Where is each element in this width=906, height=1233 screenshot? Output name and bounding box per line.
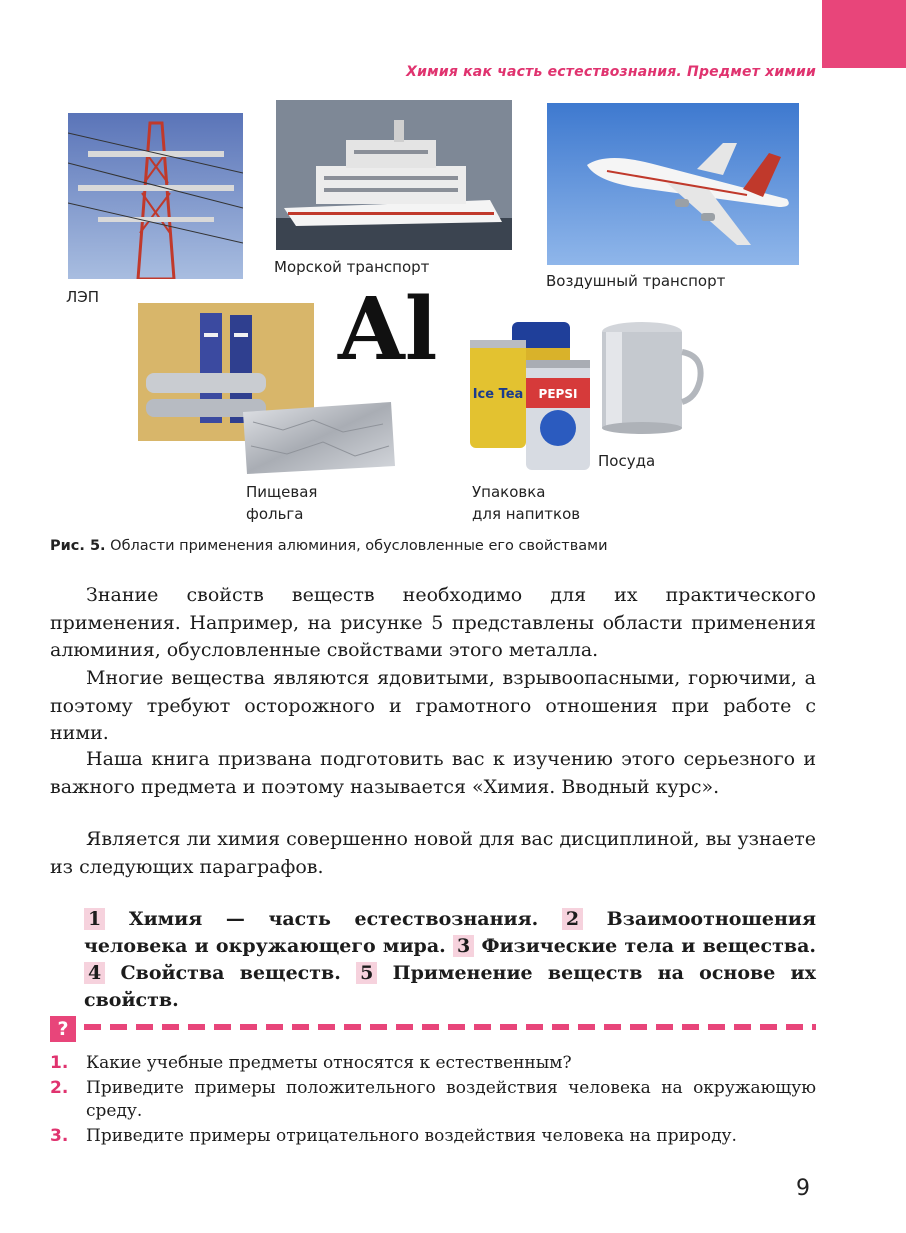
questions-list <box>50 1052 816 1150</box>
aluminium-symbol: Al <box>338 279 438 380</box>
caption-airplane: Воздушный транспорт <box>546 272 726 290</box>
topic-number: 2 <box>562 908 583 930</box>
topic-title: Свойства веществ. <box>120 962 341 984</box>
paragraph-4: Является ли химия совершенно новой для вас дисциплиной, вы узнаете из следующих параграфов. <box>50 828 816 878</box>
foil-sheet-photo <box>243 402 395 474</box>
paragraph-3: Наша книга призвана подготовить вас к изучению этого серьезного и важного предмета и поэтому называется «Химия. Вводный курс». <box>50 748 816 798</box>
caption-foil-line1: Пищевая <box>246 483 318 501</box>
figure-caption-text: Области применения алюминия, обусловленные его свойствами <box>110 538 608 554</box>
caption-ship: Морской транспорт <box>274 258 430 276</box>
paragraph-1: Знание свойств веществ необходимо для их практического применения. Например, на рисунке 5 представлены области применения алюминия, обусловленные свойствами этого металла. <box>50 584 816 661</box>
caption-foil-line2: фольга <box>246 505 304 523</box>
caption-power-line: ЛЭП <box>66 288 100 306</box>
question-number: 3. <box>50 1126 69 1146</box>
dashed-divider <box>84 1024 816 1030</box>
power-line-photo <box>68 113 243 279</box>
topic-title: Применение веществ на основе их свойств. <box>84 962 816 1011</box>
topic-number: 3 <box>453 935 474 957</box>
question-text: Приведите примеры положительного воздействия человека на окружающую среду. <box>86 1078 816 1121</box>
question-text: Какие учебные предметы относятся к естественным? <box>86 1053 572 1073</box>
topic-title: Химия — часть естествознания. <box>128 908 539 930</box>
question-number: 2. <box>50 1078 69 1098</box>
question-icon: ? <box>50 1016 76 1042</box>
question-item <box>50 1077 816 1123</box>
cookware-photo <box>596 318 706 436</box>
can-label-ice-tea: Ice Tea <box>472 387 524 402</box>
topic-title: Физические тела и вещества. <box>481 935 816 957</box>
cans-photo <box>468 318 596 472</box>
figure-caption <box>50 538 608 554</box>
airplane-photo <box>547 103 799 265</box>
page-number: 9 <box>796 1176 810 1201</box>
caption-cans-line1: Упаковка <box>472 483 546 501</box>
figure-caption-label: Рис. 5. <box>50 538 106 554</box>
caption-cookware: Посуда <box>598 452 656 470</box>
running-title: Химия как часть естествознания. Предмет химии <box>406 64 816 80</box>
chapter-tab <box>822 0 906 68</box>
topic-number: 4 <box>84 962 105 984</box>
topic-number: 5 <box>356 962 377 984</box>
caption-cans-line2: для напитков <box>472 505 581 523</box>
topic-title: Взаимоотношения человека и окружающего мира. <box>84 908 816 957</box>
can-label-pepsi: PEPSI <box>538 387 578 401</box>
question-text: Приведите примеры отрицательного воздействия человека на природу. <box>86 1126 737 1146</box>
question-item <box>50 1052 816 1075</box>
topic-number: 1 <box>84 908 105 930</box>
question-item <box>50 1125 816 1148</box>
paragraph-2: Многие вещества являются ядовитыми, взрывоопасными, горючими, а поэтому требуют осторожного и грамотного отношения при работе с ними. <box>50 667 816 744</box>
ship-photo <box>276 100 512 250</box>
topics-list <box>84 906 816 1014</box>
question-number: 1. <box>50 1053 69 1073</box>
